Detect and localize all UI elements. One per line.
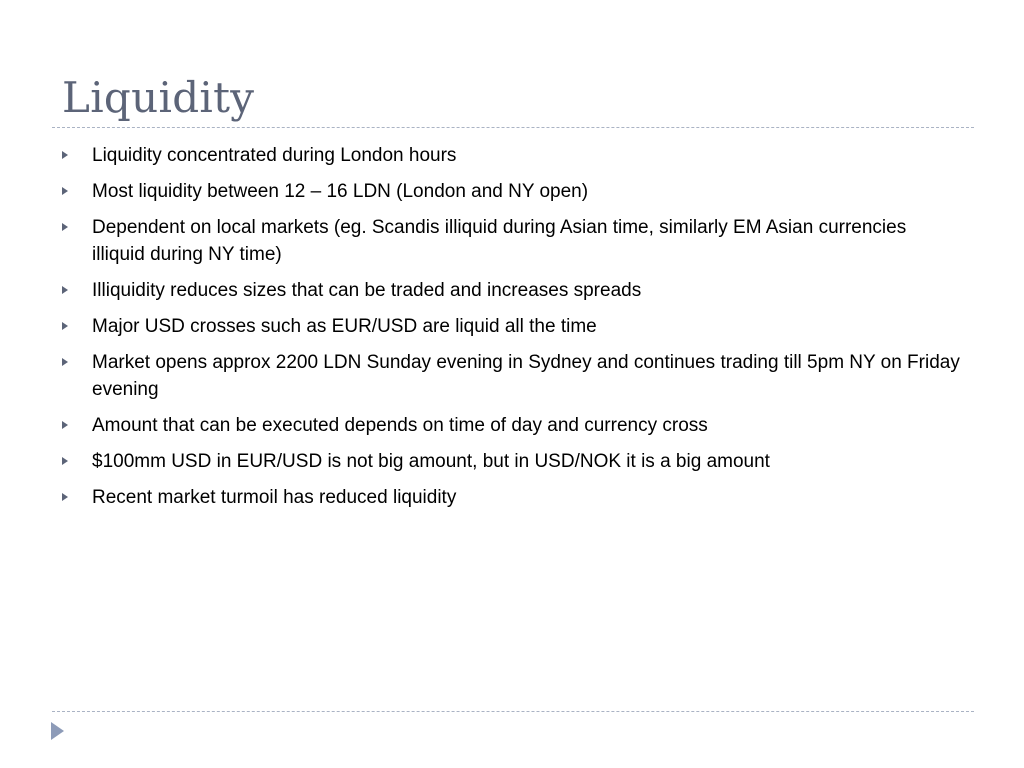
bullet-text: Most liquidity between 12 – 16 LDN (London and NY open) xyxy=(92,181,589,202)
triangle-right-icon xyxy=(62,493,68,501)
triangle-right-icon xyxy=(62,322,68,330)
footer-divider xyxy=(52,711,974,712)
title-divider xyxy=(52,127,974,128)
bullet-text: Liquidity concentrated during London hours xyxy=(92,145,457,166)
triangle-right-icon xyxy=(62,187,68,195)
triangle-right-icon xyxy=(62,286,68,294)
triangle-right-icon xyxy=(62,151,68,159)
bullet-text: Major USD crosses such as EUR/USD are liquid all the time xyxy=(92,316,597,337)
bullet-text: Amount that can be executed depends on time of day and currency cross xyxy=(92,415,708,436)
bullet-item xyxy=(60,142,960,169)
bullet-text: Recent market turmoil has reduced liquidity xyxy=(92,487,457,508)
bullet-item xyxy=(60,349,960,403)
bullet-text: Dependent on local markets (eg. Scandis illiquid during Asian time, similarly EM Asian currencies illiquid during NY time) xyxy=(92,217,907,265)
bullet-list xyxy=(60,142,960,520)
bullet-text: Illiquidity reduces sizes that can be traded and increases spreads xyxy=(92,280,642,301)
bullet-text: Market opens approx 2200 LDN Sunday evening in Sydney and continues trading till 5pm NY on Friday evening xyxy=(92,352,960,400)
bullet-item xyxy=(60,214,960,268)
bullet-item xyxy=(60,484,960,511)
triangle-right-icon xyxy=(62,223,68,231)
bullet-item xyxy=(60,178,960,205)
next-slide-arrow-icon[interactable] xyxy=(51,722,64,740)
bullet-item xyxy=(60,277,960,304)
slide-title: Liquidity xyxy=(62,73,255,122)
bullet-item xyxy=(60,412,960,439)
bullet-item xyxy=(60,313,960,340)
bullet-text: $100mm USD in EUR/USD is not big amount, but in USD/NOK it is a big amount xyxy=(92,451,770,472)
bullet-item xyxy=(60,448,960,475)
triangle-right-icon xyxy=(62,358,68,366)
triangle-right-icon xyxy=(62,421,68,429)
triangle-right-icon xyxy=(62,457,68,465)
